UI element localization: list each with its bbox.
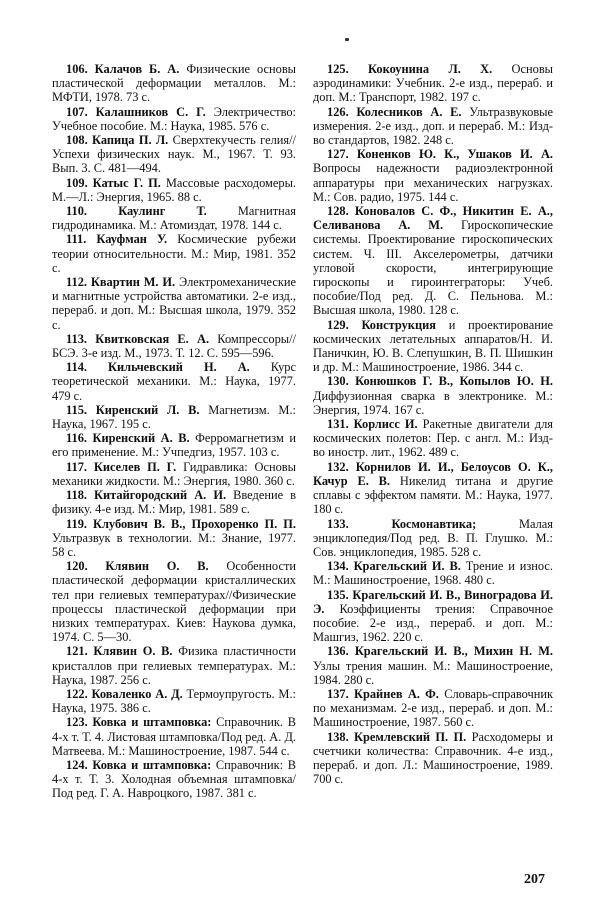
bibliography-entry	[52, 559, 296, 644]
bibliography-entry	[52, 62, 296, 105]
bibliography-entry	[313, 318, 553, 375]
entry-text: Никелид титана и другие сплавы с эффектом памяти. М.: Наука, 1977. 180 с.	[313, 473, 553, 517]
entry-author: 134. Крагельский И. В.	[327, 559, 461, 574]
bibliography-entry	[52, 758, 296, 801]
entry-text: Узлы трения машин. М.: Машиностроение, 1984. 280 с.	[313, 658, 553, 687]
entry-author: 130. Конюшков Г. В., Копылов Ю. Н.	[327, 374, 553, 389]
bibliography-entry	[313, 374, 553, 417]
bibliography-entry	[52, 360, 296, 403]
bibliography-left-column	[52, 62, 296, 801]
entry-author: 116. Киренский А. В.	[66, 431, 190, 446]
entry-author: 132. Корнилов И. И., Белоусов О. К., Качур Е. В.	[313, 459, 553, 488]
entry-text: Термоупругость. М.: Наука, 1975. 386 с.	[52, 686, 296, 716]
bibliography-right-column	[313, 62, 553, 786]
entry-author: 113. Квитковская Е. А.	[66, 331, 210, 346]
entry-author: 120. Клявин О. В.	[66, 559, 209, 574]
entry-text: Массовые расходомеры. М.—Л.: Энергия, 1965. 88 с.	[52, 175, 296, 204]
bibliography-entry	[313, 460, 553, 517]
entry-text: Компрессоры//БСЭ. 3-е изд. М., 1973. Т. 12. С. 595—596.	[52, 331, 296, 361]
entry-text: Космические рубежи теории относительности. М.: Мир, 1981. 352 с.	[52, 232, 296, 275]
bibliography-entry	[52, 105, 296, 133]
bibliography-entry	[313, 588, 553, 645]
entry-author: 114. Кильчевский Н. А.	[66, 360, 250, 375]
bibliography-entry	[52, 204, 296, 232]
bibliography-entry	[52, 275, 296, 332]
entry-text: Курс теоретической механики. М.: Наука, 1977. 479 с.	[52, 360, 296, 403]
entry-author: 124. Ковка и штамповка:	[66, 757, 212, 772]
bibliography-entry	[52, 133, 296, 176]
entry-author: 137. Крайнев А. Ф.	[327, 686, 439, 701]
bibliography-entry	[52, 332, 296, 360]
entry-text: Расходомеры и счетчики количества: Справочник. 4-е изд., перераб. и доп. Л.: Машиностроение, 1989. 700 с.	[313, 729, 553, 787]
bibliography-entry	[52, 232, 296, 275]
entry-author: 133. Космонавтика;	[327, 516, 477, 531]
entry-text: Коэффициенты трения: Справочное пособие. 2-е изд., перераб. и доп. М.: Машгиз, 1962. 220 с.	[313, 601, 553, 645]
entry-author: 109. Катыс Г. П.	[66, 175, 161, 190]
entry-text: Введение в физику. 4-е изд. М.: Мир, 1981. 589 с.	[52, 488, 296, 517]
entry-author: 107. Калашников С. Г.	[66, 104, 206, 119]
entry-text: Вопросы надежности радиоэлектронной аппаратуры при механических нагрузках. М.: Сов. радио, 1975. 144 с.	[313, 161, 553, 204]
bibliography-entry	[52, 687, 296, 715]
entry-author: 122. Коваленко А. Д.	[66, 686, 183, 701]
entry-text: Ферромагнетизм и его применение. М.: Учпедгиз, 1957. 103 с.	[52, 431, 296, 460]
bibliography-entry	[52, 517, 296, 560]
entry-text: Электричество: Учебное пособие. М.: Наука, 1985. 576 с.	[52, 104, 296, 133]
entry-author: 110. Каулинг Т.	[66, 204, 207, 219]
entry-author: 135. Крагельский И. В., Виноградова И. Э.	[313, 587, 553, 616]
entry-text: Гидравлика: Основы механики жидкости. М.: Энергия, 1980. 360 с.	[52, 459, 296, 488]
entry-author: 136. Крагельский И. В., Михин Н. М.	[327, 644, 553, 659]
entry-author: 117. Киселев П. Г.	[66, 459, 177, 474]
entry-author: 128. Коновалов С. Ф., Никитин Е. А., Селиванова А. М.	[313, 204, 553, 233]
bibliography-entry	[313, 644, 553, 687]
entry-text: Диффузионная сварка в электронике. М.: Энергия, 1974. 167 с.	[313, 388, 553, 417]
entry-text: Физические основы пластической деформации металлов. М.: МФТИ, 1978. 73 с.	[52, 62, 296, 105]
entry-author: 125. Кокоунина Л. Х.	[327, 62, 493, 76]
entry-author: 123. Ковка и штамповка:	[66, 715, 212, 730]
entry-text: Основы аэродинамики: Учебник. 2-е изд., перераб. и доп. М.: Транспорт, 1982. 197 с.	[313, 62, 553, 105]
entry-author: 121. Клявин О. В.	[66, 644, 173, 659]
entry-text: Ракетные двигатели для космических полетов: Пер. с англ. М.: Изд-во иностр. лит., 1962. 489 с.	[313, 417, 553, 460]
entry-text: Магнитная гидродинамика. М.: Атомиздат, 1978. 144 с.	[52, 204, 296, 233]
entry-author: 131. Корлисс И.	[327, 417, 418, 432]
entry-author: 138. Кремлевский П. П.	[327, 729, 467, 744]
entry-text: Ультразвук в технологии. М.: Знание, 1977. 58 с.	[52, 530, 296, 559]
bibliography-entry	[52, 176, 296, 204]
bibliography-entry	[52, 644, 296, 687]
bibliography-entry	[313, 687, 553, 730]
bibliography-entry	[52, 488, 296, 516]
entry-text: Справочник: В 4-х т. Т. 3. Холодная объемная штамповка/Под ред. Г. А. Навроцкого, 1987. 381 с.	[52, 757, 296, 801]
bibliography-entry	[52, 460, 296, 488]
entry-author: 129. Конструкция	[327, 317, 436, 332]
bibliography-entry	[52, 403, 296, 431]
page-number: 207	[524, 872, 545, 887]
entry-text: Ультразвуковые измерения. 2-е изд., доп. и перераб. М.: Изд-во стандартов, 1982. 248 с.	[313, 104, 553, 148]
entry-author: 111. Кауфман У.	[66, 232, 168, 247]
entry-author: 118. Китайгородский А. И.	[66, 488, 227, 503]
entry-text: Трение и износ. М.: Машиностроение, 1968. 480 с.	[313, 559, 553, 588]
entry-author: 115. Киренский Л. В.	[66, 402, 200, 417]
bibliography-entry	[313, 417, 553, 460]
bibliography-entry	[313, 62, 553, 105]
entry-text: Физика пластичности кристаллов при гелиевых температурах. М.: Наука, 1987. 256 с.	[52, 644, 296, 687]
bibliography-entry	[313, 105, 553, 148]
entry-text: Магнетизм. М.: Наука, 1967. 195 с.	[52, 402, 296, 432]
entry-text: Электромеханические и магнитные устройства автоматики. 2-е изд., перераб. и доп. М.: Высшая школа, 1979. 352 с.	[52, 275, 296, 332]
print-speck	[345, 38, 349, 41]
bibliography-entry	[52, 431, 296, 459]
entry-author: 127. Коненков Ю. К., Ушаков И. А.	[327, 147, 553, 162]
bibliography-entry	[313, 147, 553, 204]
bibliography-entry	[313, 204, 553, 318]
bibliography-entry	[52, 715, 296, 758]
bibliography-entry	[313, 517, 553, 560]
entry-text: Особенности пластической деформации кристаллических тел при гелиевых температурах//Физические процессы пластической деформации при низких температурах. Киев: Наукова думка, 1974. С. 5—30.	[52, 559, 296, 645]
entry-text: Гироскопические системы. Проектирование гироскопических систем. Ч. III. Акселерометры, датчики угловой скорости, интегрирующие гироскопы и гироинтеграторы: Учеб. пособие/Под ред. Д. С. Пельнова. М.: Высшая школа, 1980. 128 с.	[313, 218, 553, 318]
entry-author: 126. Колесников А. Е.	[327, 104, 462, 119]
entry-text: Справочник. В 4-х т. Т. 4. Листовая штамповка/Под ред. А. Д. Матвеева. М.: Машиностроение, 1987. 544 с.	[52, 715, 296, 758]
entry-author: 106. Калачов Б. А.	[66, 62, 180, 76]
entry-text: Сверхтекучесть гелия//Успехи физических наук. М., 1967. Т. 93. Вып. 3. С. 481—494.	[52, 133, 296, 176]
entry-author: 108. Капица П. Л.	[66, 133, 169, 148]
entry-text: Малая энциклопедия/Под ред. В. П. Глушко. М.: Сов. энциклопедия, 1985. 528 с.	[313, 516, 553, 559]
entry-text: и проектирование космических летательных аппаратов/Н. И. Паничкин, Ю. В. Слепушкин, В. П. Шишкин и др. М.: Машиностроение, 1986. 344 с.	[313, 317, 553, 375]
entry-author: 112. Квартин М. И.	[66, 275, 176, 290]
bibliography-entry	[313, 730, 553, 787]
bibliography-entry	[313, 559, 553, 587]
entry-text: Словарь-справочник по механизмам. 2-е изд., перераб. и доп. М.: Машиностроение, 1987. 560 с.	[313, 686, 553, 730]
entry-author: 119. Клубович В. В., Прохоренко П. П.	[66, 516, 296, 531]
